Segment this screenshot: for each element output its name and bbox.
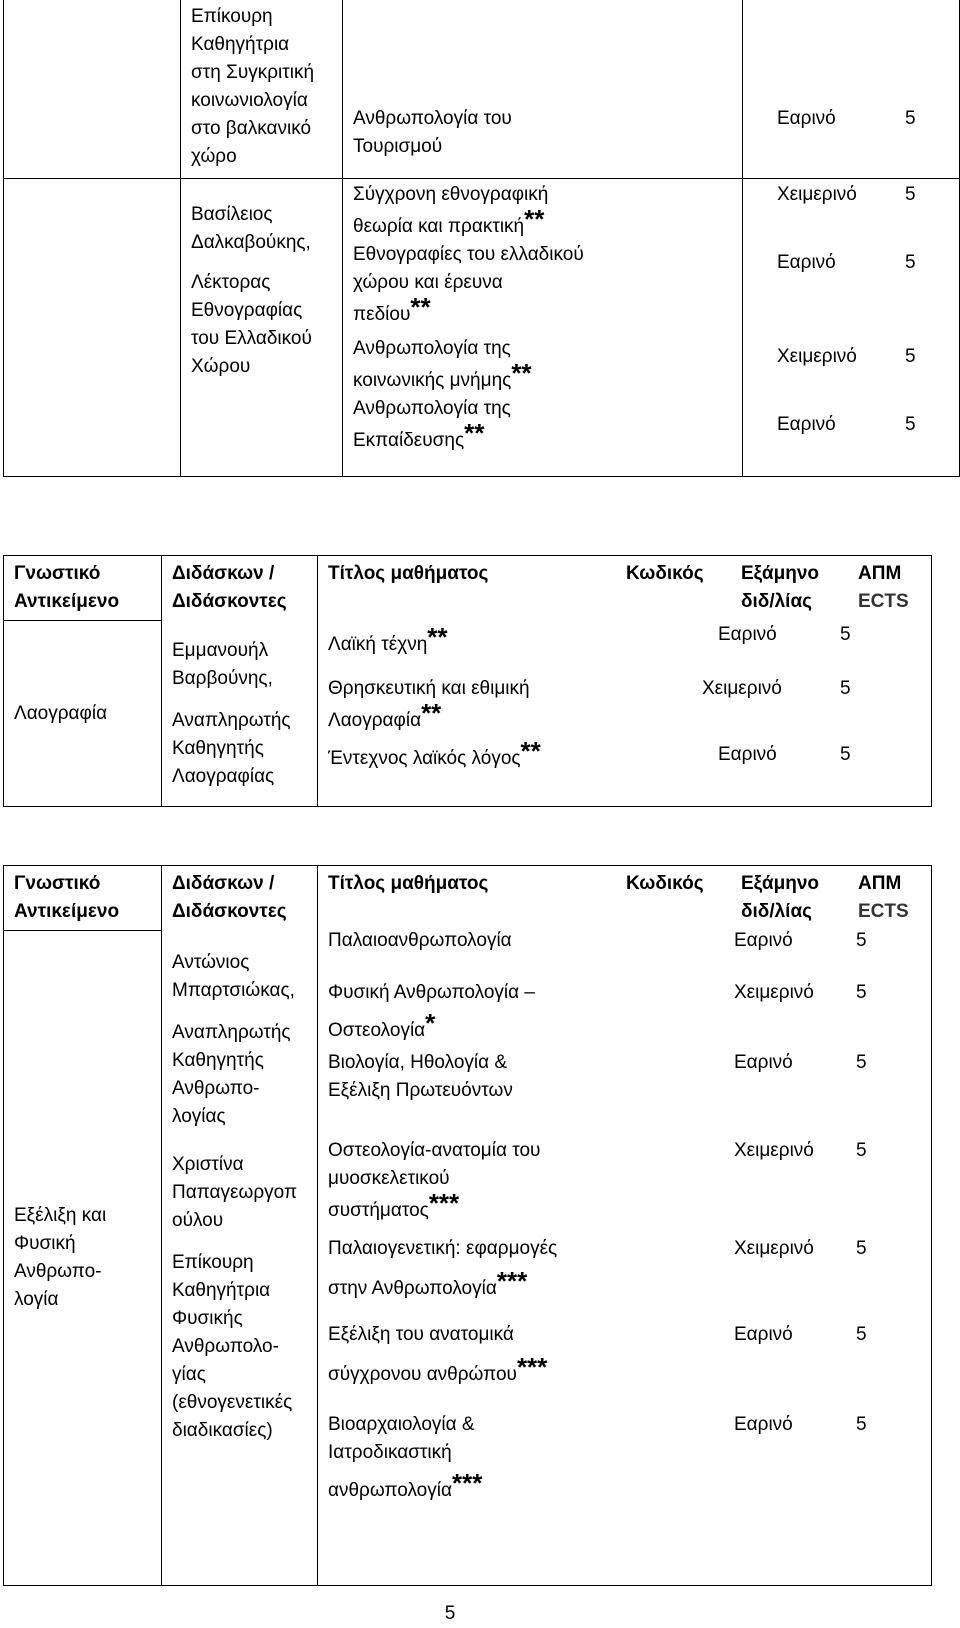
header-code: Κωδικός	[626, 563, 704, 584]
header-row	[4, 866, 932, 931]
header-code: Κωδικός	[626, 873, 704, 894]
course-row: Λαϊκή τέχνη** Εαρινό 5	[328, 621, 851, 655]
folklore-table	[3, 555, 932, 807]
course-row: Βιοαρχαιολογία & Ιατροδικαστική ανθρωπολογία*** Εαρινό 5	[328, 1413, 867, 1501]
asterisk-mark: **	[464, 418, 485, 448]
table-row	[4, 621, 932, 807]
page-number: 5	[444, 1603, 456, 1624]
course-row: Οστεολογία-ανατομία του μυοσκελετικού συστήματος*** Χειμερινό 5	[328, 1139, 867, 1221]
instructor-cell: Αντώνιος Μπαρτσιώκας, Αναπληρωτής Καθηγητής Ανθρωπο- λογίας Χριστίνα Παπαγεωργοπ ούλου Επίκουρη Καθηγήτρια Φυσικής Ανθρωπολο- γίας (εθνογενετικές διαδικασίες)	[162, 931, 318, 1586]
field-cell: Εξέλιξη και Φυσική Ανθρωπο- λογία	[4, 931, 162, 1586]
instructor-cell: Εμμανουήλ Βαρβούνης, Αναπληρωτής Καθηγητής Λαογραφίας	[162, 621, 318, 807]
header-row	[4, 556, 932, 621]
header-apm: ΑΠΜ ECTS	[858, 563, 909, 612]
header-semester: Εξάμηνο διδ/λίας	[741, 873, 819, 922]
top-table	[3, 0, 960, 477]
header-apm: ΑΠΜ ECTS	[858, 873, 909, 922]
table-row	[4, 0, 960, 179]
instructor-cell: Βασίλειος Δαλκαβούκης, Λέκτορας Εθνογραφίας του Ελλαδικού Χώρου	[181, 179, 343, 477]
header-field: Γνωστικό Αντικείμενο	[4, 556, 162, 621]
course-row: Έντεχνος λαϊκός λόγος** Εαρινό 5	[328, 735, 851, 769]
course-row: Εξέλιξη του ανατομικά σύγχρονου ανθρώπου*** Εαρινό 5	[328, 1323, 867, 1385]
header-instructor: Διδάσκων / Διδάσκοντες	[162, 866, 318, 931]
asterisk-mark: **	[524, 204, 545, 234]
course-cell: Σύγχρονη εθνογραφική θεωρία και πρακτική** Εθνογραφίες του ελλαδικού χώρου και έρευνα πεδίου** Ανθρωπολογία της κοινωνικής μνήμης** Ανθρωπολογία της Εκπαίδευσης**	[343, 179, 743, 477]
semester-cell: Εαρινό 5	[743, 0, 960, 179]
semester-cell: Χειμερινό 5 Εαρινό 5 Χειμερινό 5 Εαρινό 5	[743, 179, 960, 477]
table-row	[4, 179, 960, 477]
anthropology-table	[3, 865, 932, 1586]
header-title: Τίτλος μαθήματος	[328, 873, 489, 894]
field-cell: Λαογραφία	[4, 621, 162, 807]
course-row: Θρησκευτική και εθιμική Λαογραφία** Χειμερινό 5	[328, 677, 851, 731]
asterisk-mark: **	[511, 358, 532, 388]
asterisk-mark: **	[410, 292, 431, 322]
course-row: Παλαιοανθρωπολογία Εαρινό 5	[328, 929, 867, 951]
table-row	[4, 931, 932, 1586]
instructor-cell: Επίκουρη Καθηγήτρια στη Συγκριτική κοινωνιολογία στο βαλκανικό χώρο	[181, 0, 343, 179]
header-title: Τίτλος μαθήματος	[328, 563, 489, 584]
header-field: Γνωστικό Αντικείμενο	[4, 866, 162, 931]
course-row: Φυσική Ανθρωπολογία – Οστεολογία* Χειμερινό 5	[328, 981, 867, 1041]
header-semester: Εξάμηνο διδ/λίας	[741, 563, 819, 612]
header-instructor: Διδάσκων / Διδάσκοντες	[162, 556, 318, 621]
course-row: Παλαιογενετική: εφαρμογές στην Ανθρωπολογία*** Χειμερινό 5	[328, 1237, 867, 1299]
course-row: Βιολογία, Ηθολογία & Εξέλιξη Πρωτευόντων Εαρινό 5	[328, 1051, 867, 1101]
course-cell: Ανθρωπολογία του Τουρισμού	[343, 0, 743, 179]
